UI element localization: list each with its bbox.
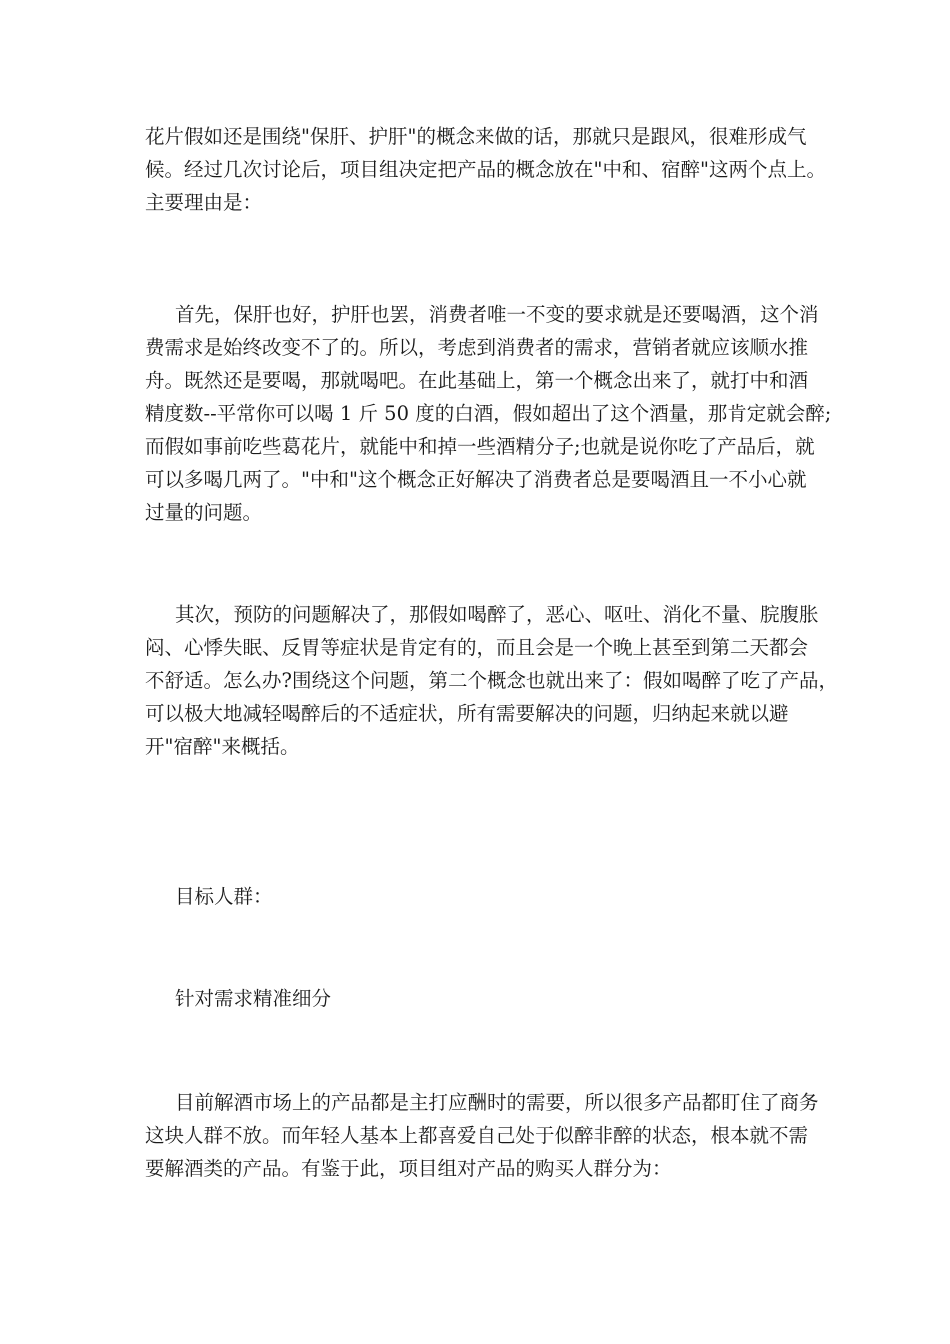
text-line: 费需求是始终改变不了的。所以，考虑到消费者的需求，营销者就应该顺水推 xyxy=(145,336,809,359)
text-line: 目前解酒市场上的产品都是主打应酬时的需要，所以很多产品都盯住了商务 xyxy=(175,1091,819,1114)
paragraph-second-concept xyxy=(145,598,838,763)
text-line: 精度数--平常你可以喝 1 斤 50 度的白酒，假如超出了这个酒量，那肯定就会醉; xyxy=(145,402,832,425)
paragraph-first-concept xyxy=(145,298,832,529)
text-line: 首先，保肝也好，护肝也罢，消费者唯一不变的要求就是还要喝酒，这个消 xyxy=(175,303,819,326)
text-line: 舟。既然还是要喝，那就喝吧。在此基础上，第一个概念出来了，就打中和酒 xyxy=(145,369,809,392)
text-line: 针对需求精准细分 xyxy=(175,987,332,1010)
text-line: 主要理由是： xyxy=(145,191,263,214)
paragraph-market-analysis xyxy=(145,1086,825,1185)
text-line: 目标人群： xyxy=(175,885,273,908)
text-line: 可以多喝几两了。"中和"这个概念正好解决了消费者总是要喝酒且一不小心就 xyxy=(145,468,807,491)
section-heading-target-audience xyxy=(145,880,825,913)
text-line: 开"宿醉"来概括。 xyxy=(145,735,300,758)
text-line: 候。经过几次讨论后，项目组决定把产品的概念放在"中和、宿醉"这两个点上。 xyxy=(145,158,826,181)
section-subheading xyxy=(145,982,825,1015)
text-line: 要解酒类的产品。有鉴于此，项目组对产品的购买人群分为： xyxy=(145,1157,672,1180)
text-line: 过量的问题。 xyxy=(145,501,263,524)
text-line: 不舒适。怎么办?围绕这个问题，第二个概念也就出来了：假如喝醉了吃了产品， xyxy=(145,669,838,692)
text-line: 花片假如还是围绕"保肝、护肝"的概念来做的话，那就只是跟风，很难形成气 xyxy=(145,125,807,148)
paragraph-continuation xyxy=(145,120,825,219)
text-line: 可以极大地减轻喝醉后的不适症状，所有需要解决的问题，归纳起来就以避 xyxy=(145,702,789,725)
text-line: 这块人群不放。而年轻人基本上都喜爱自己处于似醉非醉的状态，根本就不需 xyxy=(145,1124,809,1147)
text-line: 而假如事前吃些葛花片，就能中和掉一些酒精分子;也就是说你吃了产品后，就 xyxy=(145,435,815,458)
text-line: 闷、心悸失眠、反胃等症状是肯定有的，而且会是一个晚上甚至到第二天都会 xyxy=(145,636,809,659)
text-line: 其次，预防的问题解决了，那假如喝醉了，恶心、呕吐、消化不量、脘腹胀 xyxy=(175,603,819,626)
